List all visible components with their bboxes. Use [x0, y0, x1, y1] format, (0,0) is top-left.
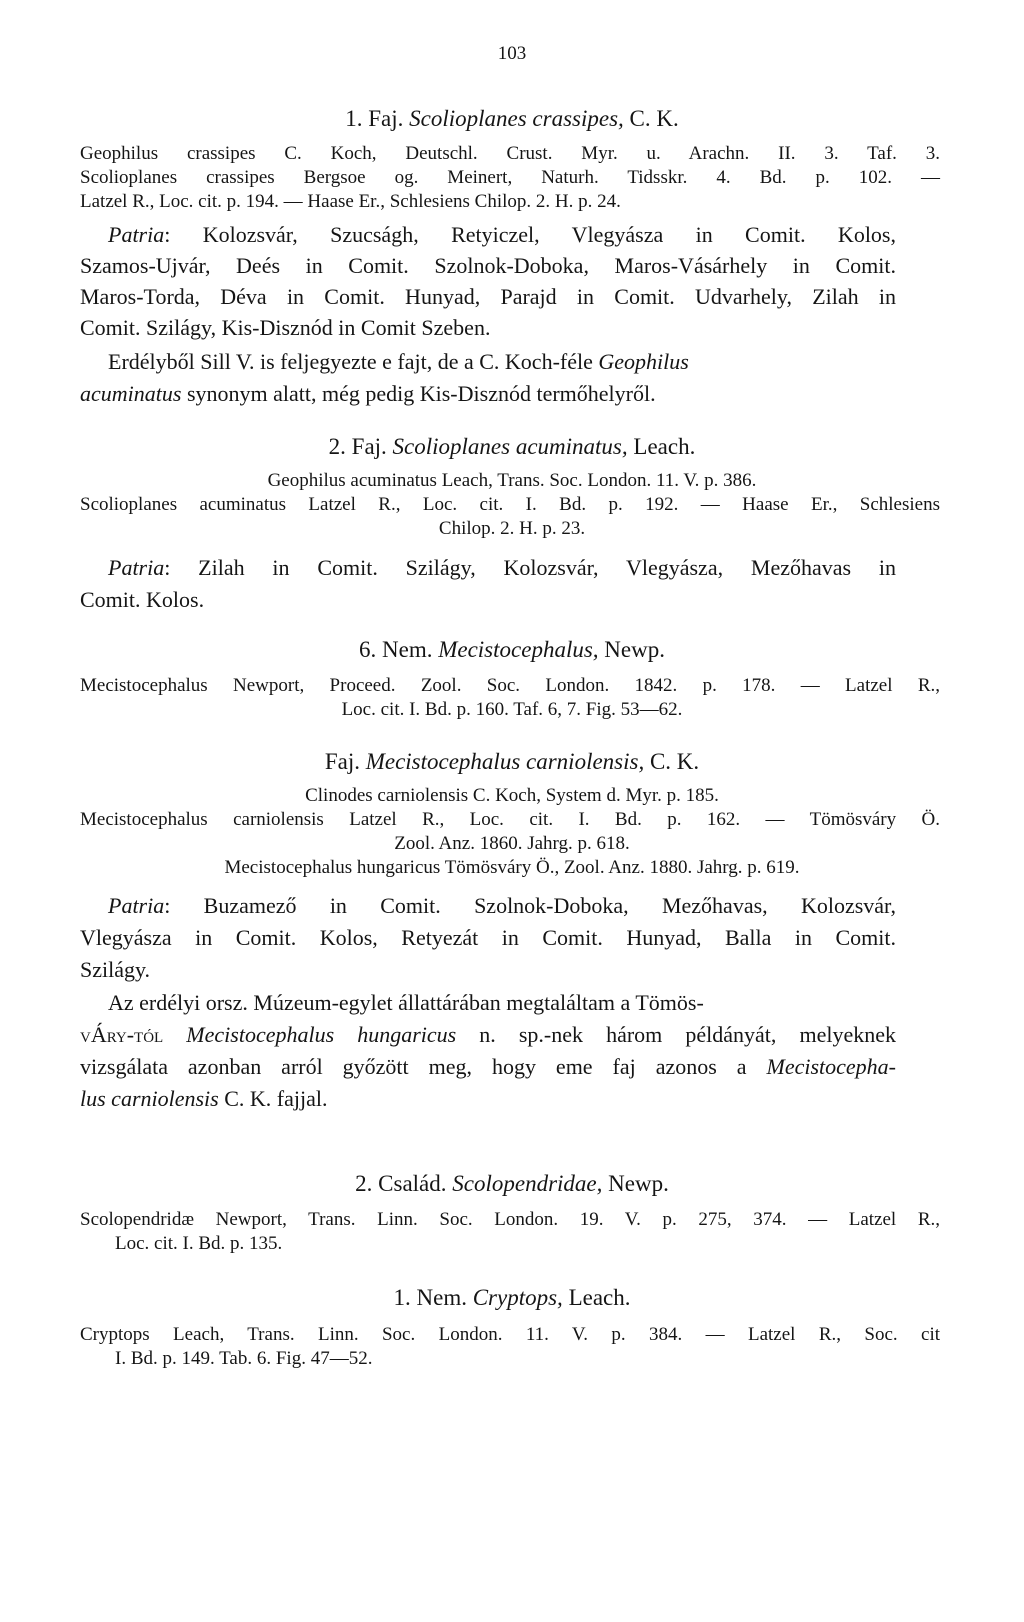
- patria-label: Patria: [108, 555, 165, 580]
- synonym-ref-line: Cryptops Leach, Trans. Linn. Soc. London. 11. V. p. 384. — Latzel R., Soc. cit: [80, 1324, 940, 1345]
- patria-line: Comit. Szilágy, Kis-Disznód in Comit Szeben.: [80, 315, 491, 340]
- synonym-ref-line: Zool. Anz. 1860. Jahrg. p. 618.: [394, 833, 630, 854]
- synonym-ref-line: I. Bd. p. 149. Tab. 6. Fig. 47—52.: [115, 1348, 373, 1369]
- genus-heading-6: 6. Nem. Mecistocephalus, Newp.: [359, 637, 665, 662]
- genus-name: Mecistocephalus,: [438, 637, 599, 662]
- patria-line: Maros-Torda, Déva in Comit. Hunyad, Parajd in Comit. Udvarhely, Zilah in: [80, 284, 896, 309]
- synonym-ref-line: Scolopendridæ Newport, Trans. Linn. Soc. London. 19. V. p. 275, 374. — Latzel R.,: [80, 1209, 940, 1230]
- genus-heading-1: 1. Nem. Cryptops, Leach.: [393, 1285, 631, 1310]
- patria-label: Patria: [108, 893, 165, 918]
- family-heading-2: 2. Család. Scolopendridae, Newp.: [355, 1171, 669, 1196]
- species-name: Scolioplanes crassipes,: [409, 106, 624, 131]
- patria-line: Comit. Kolos.: [80, 587, 205, 612]
- synonym-ref-line: Mecistocephalus hungaricus Tömösváry Ö., Zool. Anz. 1880. Jahrg. p. 619.: [224, 857, 800, 878]
- synonym-ref-line: Geophilus acuminatus Leach, Trans. Soc. London. 11. V. p. 386.: [267, 470, 757, 491]
- note-line: lus carniolensis C. K. fajjal.: [80, 1086, 328, 1111]
- synonym-ref-line: Geophilus crassipes C. Koch, Deutschl. Crust. Myr. u. Arachn. II. 3. Taf. 3.: [80, 143, 940, 164]
- note-line: vÁry-tól Mecistocephalus hungaricus n. sp.-nek három példányát, melyeknek: [80, 1022, 896, 1047]
- note-line: acuminatus synonym alatt, még pedig Kis-Disznód termőhelyről.: [80, 381, 656, 406]
- synonym-ref-line: Mecistocephalus carniolensis Latzel R., Loc. cit. I. Bd. p. 162. — Tömösváry Ö.: [80, 809, 940, 830]
- note-line: Erdélyből Sill V. is feljegyezte e fajt, de a C. Koch-féle Geophilus: [108, 349, 689, 374]
- page-number: 103: [497, 43, 527, 64]
- patria-line: Patria: Kolozsvár, Szucságh, Retyiczel, Vlegyásza in Comit. Kolos,: [108, 222, 896, 247]
- synonym-ref-line: Loc. cit. I. Bd. p. 160. Taf. 6, 7. Fig. 53—62.: [341, 699, 683, 720]
- species-heading-2: 2. Faj. Scolioplanes acuminatus, Leach.: [328, 434, 696, 459]
- synonym-ref-line: Mecistocephalus Newport, Proceed. Zool. Soc. London. 1842. p. 178. — Latzel R.,: [80, 675, 940, 696]
- synonym-ref-line: Clinodes carniolensis C. Koch, System d. Myr. p. 185.: [305, 785, 719, 806]
- patria-line: Szamos-Ujvár, Deés in Comit. Szolnok-Doboka, Maros-Vásárhely in Comit.: [80, 253, 896, 278]
- species-name: Scolioplanes acuminatus,: [392, 434, 628, 459]
- synonym-ref-line: Scolioplanes crassipes Bergsoe og. Meinert, Naturh. Tidsskr. 4. Bd. p. 102. —: [80, 167, 940, 188]
- genus-name: Cryptops,: [472, 1285, 563, 1310]
- patria-line: Patria: Buzamező in Comit. Szolnok-Doboka, Mezőhavas, Kolozsvár,: [108, 893, 896, 918]
- species-heading-1: 1. Faj. Scolioplanes crassipes, C. K.: [345, 106, 679, 131]
- patria-label: Patria: [108, 222, 165, 247]
- note-line: vizsgálata azonban arról győzött meg, hogy eme faj azonos a Mecistocepha-: [80, 1054, 896, 1079]
- patria-line: Patria: Zilah in Comit. Szilágy, Kolozsvár, Vlegyásza, Mezőhavas in: [108, 555, 896, 580]
- synonym-ref-line: Scolioplanes acuminatus Latzel R., Loc. cit. I. Bd. p. 192. — Haase Er., Schlesiens: [80, 494, 940, 515]
- synonym-ref-line: Chilop. 2. H. p. 23.: [438, 518, 586, 539]
- synonym-ref-line: Loc. cit. I. Bd. p. 135.: [115, 1233, 283, 1254]
- species-name: Mecistocephalus carniolensis,: [365, 749, 645, 774]
- species-heading-3: Faj. Mecistocephalus carniolensis, C. K.: [324, 749, 700, 774]
- patria-line: Szilágy.: [80, 957, 151, 982]
- family-name: Scolopendridae,: [452, 1171, 603, 1196]
- note-line: Az erdélyi orsz. Múzeum-egylet állattárában megtaláltam a Tömös-: [108, 990, 704, 1015]
- synonym-ref-line: Latzel R., Loc. cit. p. 194. — Haase Er., Schlesiens Chilop. 2. H. p. 24.: [80, 191, 621, 212]
- patria-line: Vlegyásza in Comit. Kolos, Retyezát in Comit. Hunyad, Balla in Comit.: [80, 925, 896, 950]
